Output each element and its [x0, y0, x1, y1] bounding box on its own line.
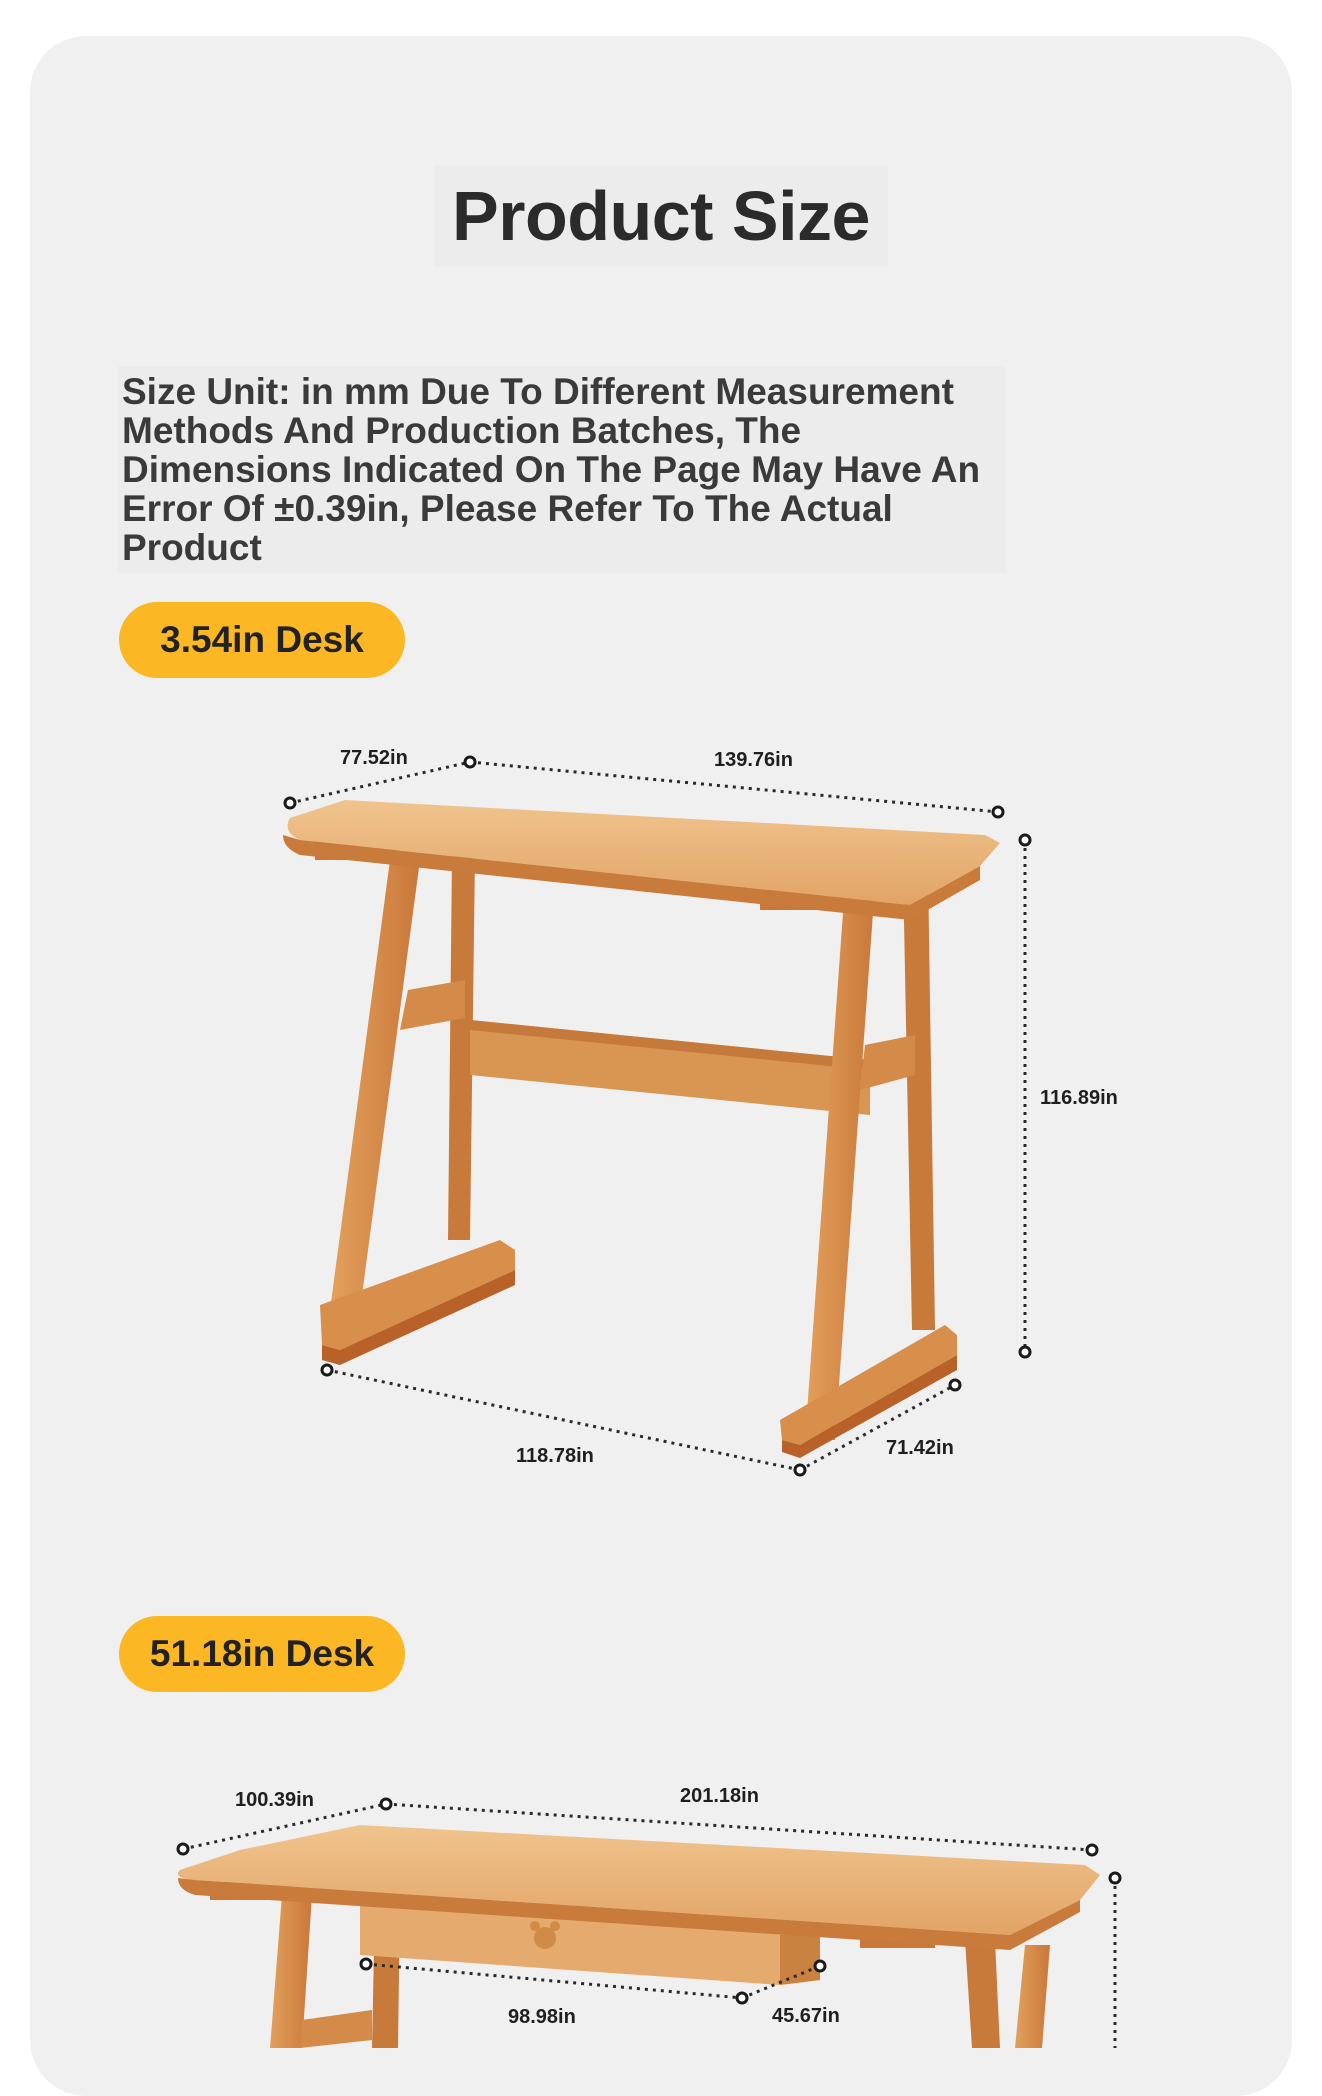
- desk-1-dim-width-top: 139.76in: [714, 749, 793, 771]
- desk-1-dim-width-bottom: 118.78in: [516, 1445, 594, 1467]
- desk-2-dim-drawer-depth: 45.67in: [772, 2005, 840, 2027]
- desk-1-dim-depth-bottom: 71.42in: [886, 1437, 954, 1459]
- desk-2-dim-drawer-width: 98.98in: [508, 2006, 576, 2028]
- desk-2-illustration: [178, 1825, 1100, 2048]
- desk-2-dim-depth-top: 100.39in: [235, 1789, 314, 1811]
- desk-2-dim-width-top: 201.18in: [680, 1785, 759, 1807]
- desk-1-dim-height: 116.89in: [1040, 1087, 1118, 1109]
- size-unit-note: Size Unit: in mm Due To Different Measurement Methods And Production Batches, The Dimensions Indicated On The Page May Have An Error Of ±0.39in, Please Refer To The Actual Product: [118, 366, 1006, 573]
- desk-size-badge-2: 51.18in Desk: [119, 1616, 405, 1692]
- desk-1-dim-depth-top: 77.52in: [340, 747, 408, 769]
- desk-1-illustration: [283, 800, 1000, 1458]
- page-title: Product Size: [30, 176, 1292, 256]
- desk-size-badge-1: 3.54in Desk: [119, 602, 405, 678]
